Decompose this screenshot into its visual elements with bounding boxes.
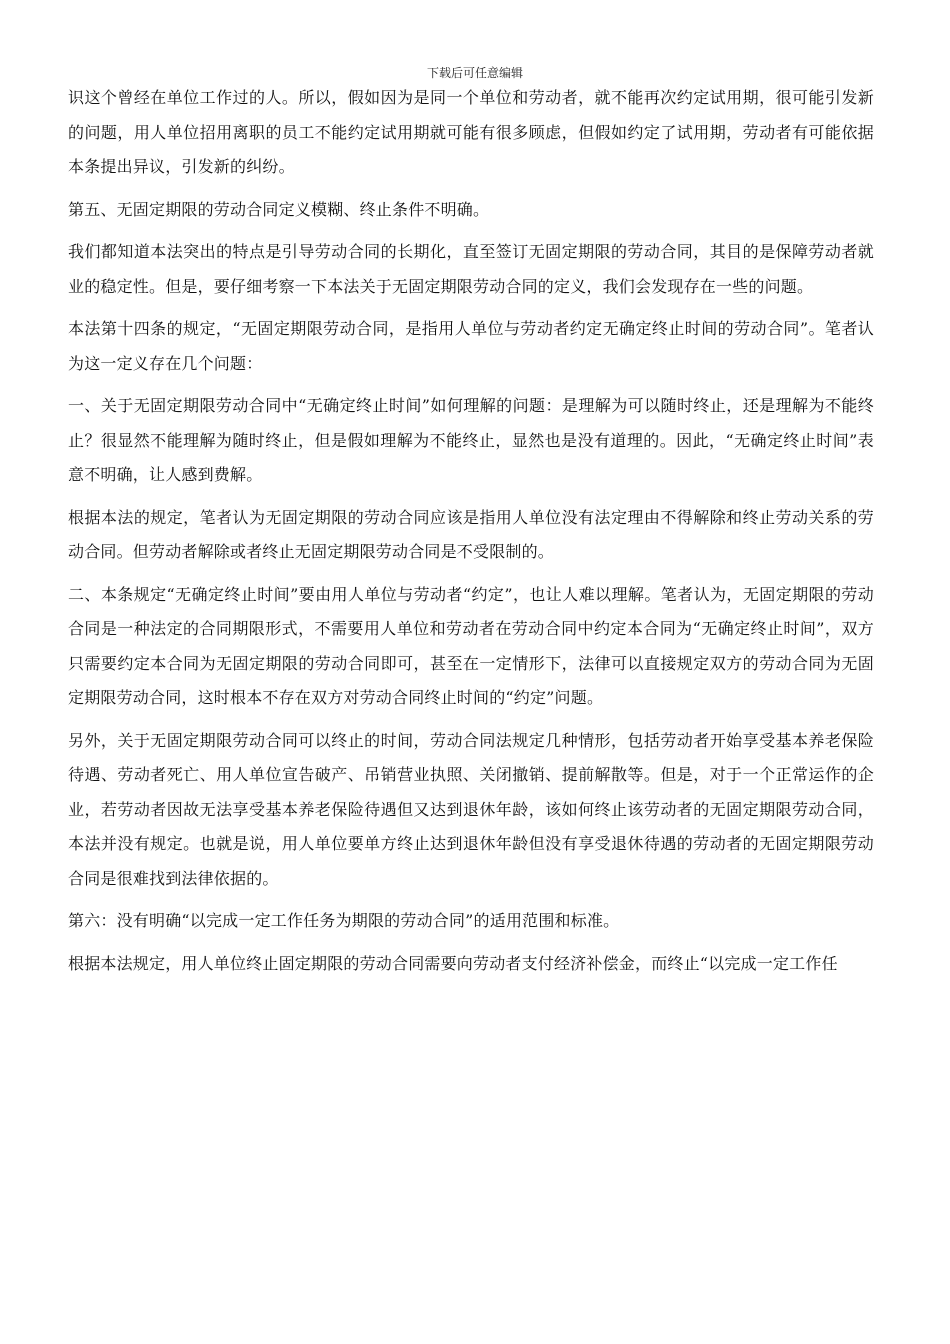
paragraph-3: 我们都知道本法突出的特点是引导劳动合同的长期化，直至签订无固定期限的劳动合同，其目的是保障劳动者就业的稳定性。但是，要仔细考察一下本法关于无固定期限劳动合同的定义，我们会发现存在一些的问题。: [68, 242, 874, 296]
paragraph-4: 本法第十四条的规定，“无固定期限劳动合同，是指用人单位与劳动者约定无确定终止时间的劳动合同”。笔者认为这一定义存在几个问题：: [68, 319, 874, 373]
paragraph-1: 识这个曾经在单位工作过的人。所以，假如因为是同一个单位和劳动者，就不能再次约定试用期，很可能引发新的问题，用人单位招用离职的员工不能约定试用期就可能有很多顾虑，但假如约定了试用期，劳动者有可能依据本条提出异议，引发新的纠纷。: [68, 88, 874, 176]
page-header: 下载后可任意编辑: [426, 66, 523, 80]
paragraph-6: 根据本法的规定，笔者认为无固定期限的劳动合同应该是指用人单位没有法定理由不得解除和终止劳动关系的劳动合同。但劳动者解除或者终止无固定期限劳动合同是不受限制的。: [68, 507, 874, 561]
paragraph-8: 另外，关于无固定期限劳动合同可以终止的时间，劳动合同法规定几种情形，包括劳动者开始享受基本养老保险待遇、劳动者死亡、用人单位宣告破产、吊销营业执照、关闭撤销、提前解散等。但是，对于一个正常运作的企业，若劳动者因故无法享受基本养老保险待遇但又达到退休年龄，该如何终止该劳动者的无固定期限劳动合同，本法并没有规定。也就是说，用人单位要单方终止达到退休年龄但没有享受退休待遇的劳动者的无固定期限劳动合同是很难找到法律依据的。: [68, 730, 874, 888]
paragraph-5: 一、关于无固定期限劳动合同中“无确定终止时间”如何理解的问题：是理解为可以随时终止，还是理解为不能终止？很显然不能理解为随时终止，但是假如理解为不能终止，显然也是没有道理的。因此，“无确定终止时间”表意不明确，让人感到费解。: [68, 396, 874, 484]
document-body: [68, 81, 874, 981]
paragraph-7: 二、本条规定“无确定终止时间”要由用人单位与劳动者“约定”，也让人难以理解。笔者认为，无固定期限的劳动合同是一种法定的合同期限形式，不需要用人单位和劳动者在劳动合同中约定本合同为“无确定终止时间”，双方只需要约定本合同为无固定期限的劳动合同即可，甚至在一定情形下，法律可以直接规定双方的劳动合同为无固定期限劳动合同，这时根本不存在双方对劳动合同终止时间的“约定”问题。: [68, 584, 874, 707]
paragraph-2-section-heading: 第五、无固定期限的劳动合同定义模糊、终止条件不明确。: [68, 199, 490, 219]
paragraph-10: 根据本法规定，用人单位终止固定期限的劳动合同需要向劳动者支付经济补偿金，而终止“以完成一定工作任: [68, 953, 838, 973]
paragraph-9-section-heading: 第六：没有明确“以完成一定工作任务为期限的劳动合同”的适用范围和标准。: [68, 911, 620, 930]
